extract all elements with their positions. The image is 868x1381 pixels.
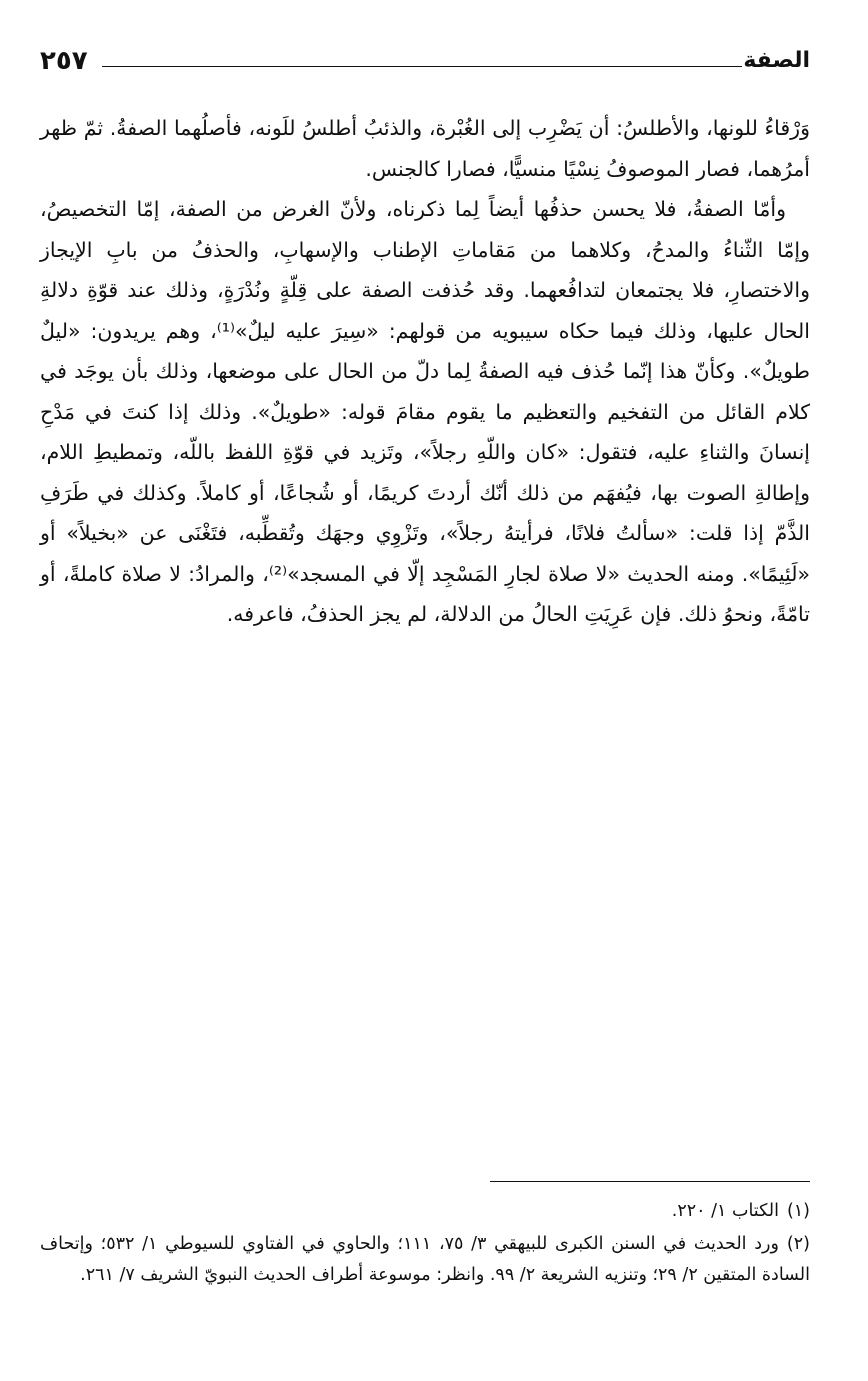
running-title: الصفة xyxy=(743,48,810,73)
footnote-1 xyxy=(40,1196,810,1227)
header-rule xyxy=(102,66,742,67)
page-header xyxy=(40,44,810,78)
paragraph-1: وَرْقاءُ للونها، والأطلسُ: أن يَضْرِب إلى الغُبْرة، والذئبُ أطلسُ للَونه، فأصلُهما الصفةُ. ثمّ ظهر أمرُهما، فصار الموصوفُ نِسْيًا منسيًّا، فصارا كالجنس. xyxy=(40,116,810,181)
footnote-text: الكتاب ١/ ٢٢٠. xyxy=(671,1201,779,1221)
footnote-number: (٢) xyxy=(786,1234,810,1254)
footnote-number: (١) xyxy=(786,1201,810,1221)
page-number: ٢٥٧ xyxy=(40,46,88,76)
footnote-text: ورد الحديث في السنن الكبرى للبيهقي ٣/ ٧٥، ١١١؛ والحاوي في الفتاوي للسيوطي ١/ ٥٣٢؛ وإتحاف السادة المتقين ٢/ ٢٩؛ وتنزيه الشريعة ٢/ ٩٩. وانظر: موسوعة أطراف الحديث النبويّ الشريف ٧/ ٢٦١. xyxy=(40,1234,810,1285)
paragraph-2: وأمّا الصفةُ، فلا يحسن حذفُها أيضاً لِما ذكرناه، ولأنّ الغرض من الصفة، إمّا التخصيصُ، وإمّا الثّناءُ والمدحُ، وكلاهما من مَقاماتِ الإطناب والإسهابِ، والحذفُ من بابِ الإيجاز والاختصارِ، فلا يجتمعان لتدافُعهما. وقد حُذفت الصفة على قِلّةٍ ونُدْرَةٍ، وذلك عند قوّةِ دلالةِ الحال عليها، وذلك فيما حكاه سيبويه من قولهم: «سِيرَ عليه ليلٌ»⁽¹⁾، وهم يريدون: «ليلٌ طويلٌ». وكأنّ هذا إنّما حُذف فيه الصفةُ لِما دلّ من الحال على موضعها، وذلك بأن يوجَد في كلام القائل من التفخيم والتعظيم ما يقوم مقامَ قوله: «طويلٌ». وذلك إذا كنتَ في مَدْحِ إنسانَ والثناءِ عليه، فتقول: «كان واللّهِ رجلاً»، وتَزيد في قوّةِ اللفظ باللّه، وتمطيطِ اللام، وإطالةِ الصوت بها، فيُفهَم من ذلك أنّك أردتَ كريمًا، أو شُجاعًا، أو كاملاً. وكذلك في طَرَفِ الذَّمّ إذا قلت: «سألتُ فلانًا، فرأيتهُ رجلاً»، وتَزْوِي وجهَك وتُقطِّبه، فتَغْنَى عن «بخيلاً» أو «لَئِيمًا». ومنه الحديث «لا صلاة لجارِ المَسْجِد إلّا في المسجد»⁽²⁾، والمرادُ: لا صلاة كاملةً، أو تامّةً، ونحوُ ذلك. فإن عَرِيَتِ الحالُ من الدلالة، لم يجز الحذفُ، فاعرفه. xyxy=(40,197,811,626)
footnote-2 xyxy=(40,1229,810,1291)
footnote-separator xyxy=(490,1181,810,1182)
main-text xyxy=(40,108,810,635)
footnotes xyxy=(40,1196,810,1293)
